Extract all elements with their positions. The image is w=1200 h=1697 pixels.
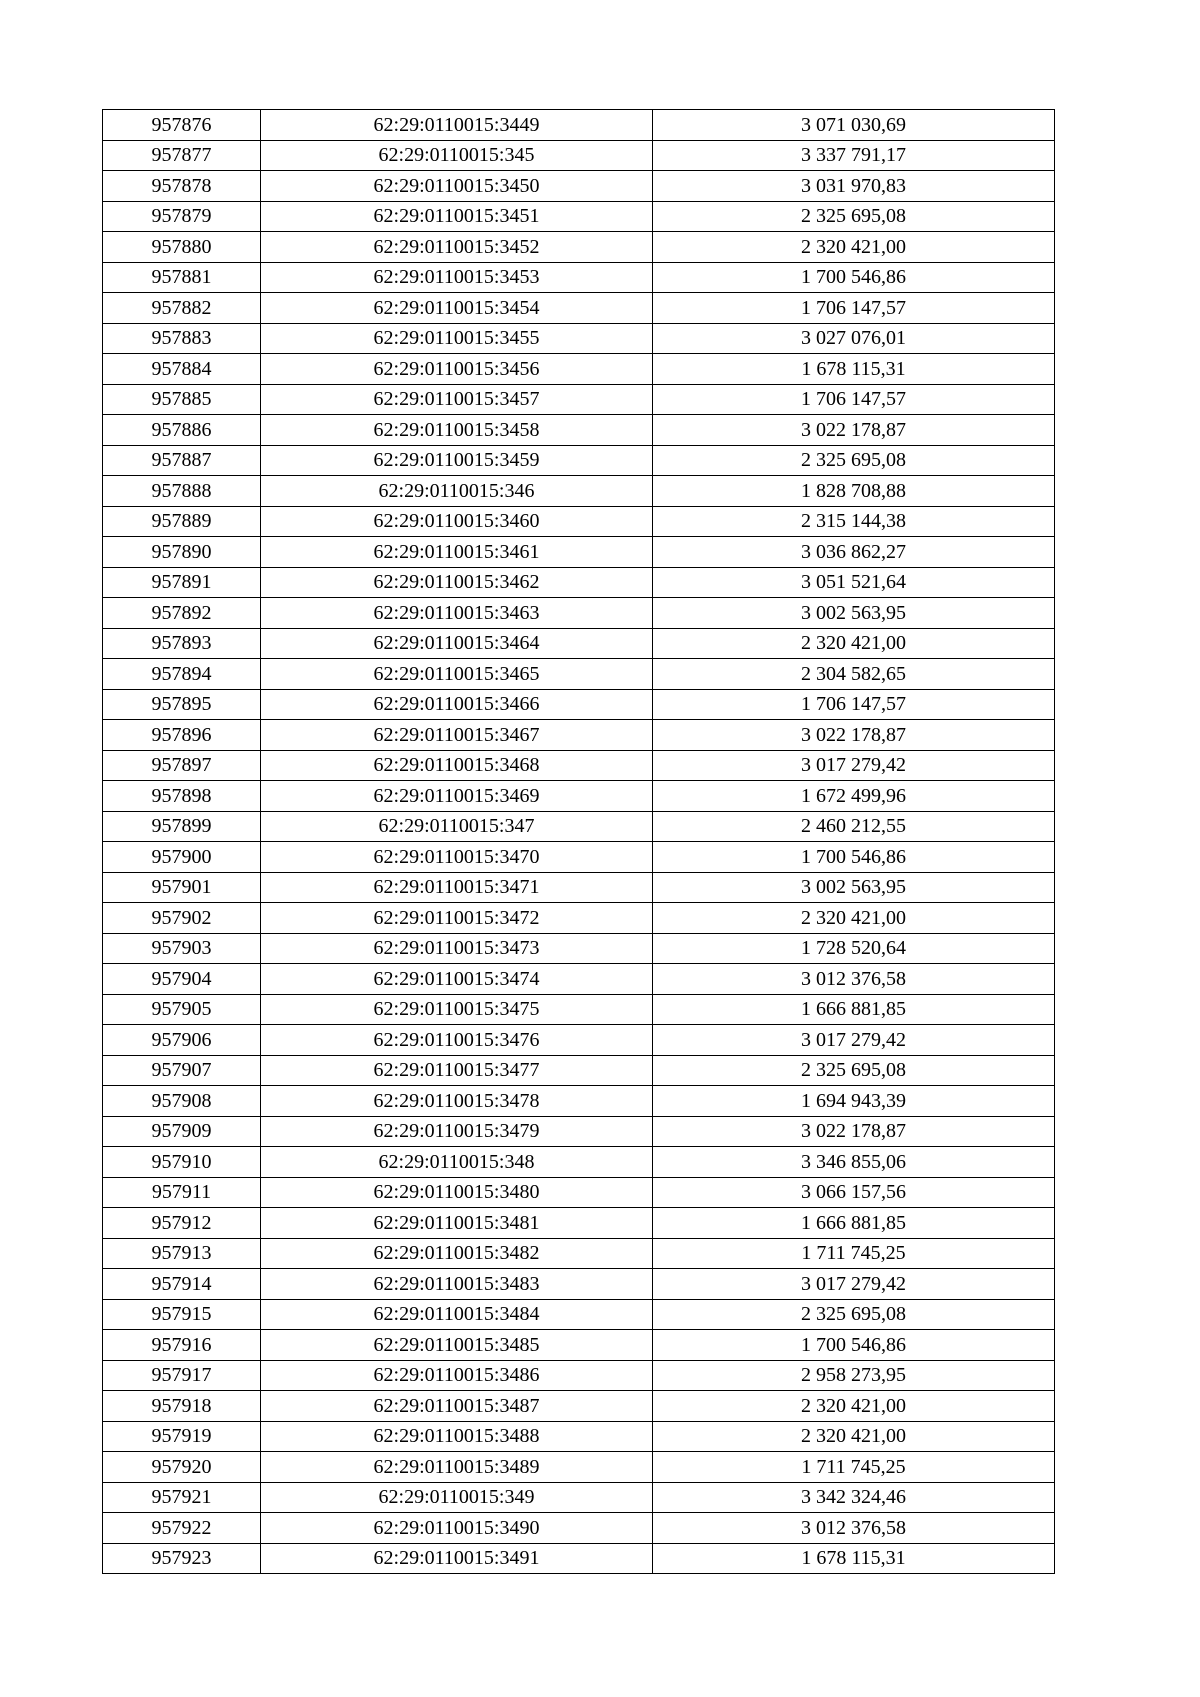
cadastral-number-cell: 62:29:0110015:3460 — [261, 506, 653, 537]
row-number-cell: 957893 — [103, 628, 261, 659]
row-number-cell: 957917 — [103, 1360, 261, 1391]
cadastral-value-cell: 1 678 115,31 — [653, 354, 1055, 385]
cadastral-number-cell: 62:29:0110015:3478 — [261, 1086, 653, 1117]
row-number-cell: 957923 — [103, 1543, 261, 1574]
row-number-cell: 957899 — [103, 811, 261, 842]
cadastral-value-cell: 1 700 546,86 — [653, 842, 1055, 873]
table-row — [103, 933, 1055, 964]
table-row — [103, 1452, 1055, 1483]
table-row — [103, 110, 1055, 141]
table-row — [103, 567, 1055, 598]
cadastral-value-cell: 3 337 791,17 — [653, 140, 1055, 171]
cadastral-value-cell: 2 325 695,08 — [653, 1299, 1055, 1330]
cadastral-value-cell: 1 828 708,88 — [653, 476, 1055, 507]
row-number-cell: 957895 — [103, 689, 261, 720]
cadastral-value-cell: 2 460 212,55 — [653, 811, 1055, 842]
row-number-cell: 957897 — [103, 750, 261, 781]
cadastral-number-cell: 62:29:0110015:3452 — [261, 232, 653, 263]
cadastral-number-cell: 62:29:0110015:3462 — [261, 567, 653, 598]
cadastral-number-cell: 62:29:0110015:346 — [261, 476, 653, 507]
row-number-cell: 957890 — [103, 537, 261, 568]
row-number-cell: 957922 — [103, 1513, 261, 1544]
cadastral-number-cell: 62:29:0110015:3479 — [261, 1116, 653, 1147]
cadastral-value-cell: 1 700 546,86 — [653, 1330, 1055, 1361]
cadastral-value-cell: 2 304 582,65 — [653, 659, 1055, 690]
cadastral-number-cell: 62:29:0110015:3463 — [261, 598, 653, 629]
cadastral-number-cell: 62:29:0110015:3481 — [261, 1208, 653, 1239]
cadastral-number-cell: 62:29:0110015:345 — [261, 140, 653, 171]
row-number-cell: 957916 — [103, 1330, 261, 1361]
cadastral-number-cell: 62:29:0110015:3454 — [261, 293, 653, 324]
row-number-cell: 957911 — [103, 1177, 261, 1208]
row-number-cell: 957887 — [103, 445, 261, 476]
cadastral-number-cell: 62:29:0110015:3480 — [261, 1177, 653, 1208]
row-number-cell: 957885 — [103, 384, 261, 415]
table-row — [103, 1177, 1055, 1208]
table-row — [103, 1086, 1055, 1117]
cadastral-value-cell: 1 694 943,39 — [653, 1086, 1055, 1117]
row-number-cell: 957912 — [103, 1208, 261, 1239]
table-row — [103, 1482, 1055, 1513]
cadastral-value-cell: 3 346 855,06 — [653, 1147, 1055, 1178]
cadastral-value-cell: 1 711 745,25 — [653, 1452, 1055, 1483]
row-number-cell: 957909 — [103, 1116, 261, 1147]
row-number-cell: 957877 — [103, 140, 261, 171]
row-number-cell: 957920 — [103, 1452, 261, 1483]
row-number-cell: 957903 — [103, 933, 261, 964]
cadastral-number-cell: 62:29:0110015:3477 — [261, 1055, 653, 1086]
cadastral-value-table — [102, 109, 1055, 1574]
cadastral-number-cell: 62:29:0110015:3458 — [261, 415, 653, 446]
cadastral-value-cell: 3 022 178,87 — [653, 720, 1055, 751]
row-number-cell: 957919 — [103, 1421, 261, 1452]
row-number-cell: 957888 — [103, 476, 261, 507]
cadastral-value-cell: 1 666 881,85 — [653, 994, 1055, 1025]
table-row — [103, 964, 1055, 995]
table-row — [103, 1116, 1055, 1147]
table-row — [103, 872, 1055, 903]
table-row — [103, 1330, 1055, 1361]
cadastral-number-cell: 62:29:0110015:3451 — [261, 201, 653, 232]
cadastral-value-cell: 3 027 076,01 — [653, 323, 1055, 354]
cadastral-value-cell: 1 666 881,85 — [653, 1208, 1055, 1239]
row-number-cell: 957892 — [103, 598, 261, 629]
table-row — [103, 628, 1055, 659]
table-row — [103, 1269, 1055, 1300]
row-number-cell: 957902 — [103, 903, 261, 934]
row-number-cell: 957898 — [103, 781, 261, 812]
cadastral-number-cell: 62:29:0110015:3475 — [261, 994, 653, 1025]
cadastral-value-cell: 2 315 144,38 — [653, 506, 1055, 537]
cadastral-number-cell: 62:29:0110015:3476 — [261, 1025, 653, 1056]
cadastral-number-cell: 62:29:0110015:3468 — [261, 750, 653, 781]
row-number-cell: 957894 — [103, 659, 261, 690]
table-row — [103, 354, 1055, 385]
table-row — [103, 415, 1055, 446]
table-row — [103, 140, 1055, 171]
cadastral-number-cell: 62:29:0110015:3456 — [261, 354, 653, 385]
row-number-cell: 957876 — [103, 110, 261, 141]
table-row — [103, 842, 1055, 873]
table-row — [103, 811, 1055, 842]
row-number-cell: 957896 — [103, 720, 261, 751]
cadastral-number-cell: 62:29:0110015:3449 — [261, 110, 653, 141]
table-row — [103, 262, 1055, 293]
cadastral-value-cell: 2 320 421,00 — [653, 628, 1055, 659]
cadastral-value-cell: 2 320 421,00 — [653, 903, 1055, 934]
cadastral-number-cell: 62:29:0110015:349 — [261, 1482, 653, 1513]
cadastral-value-cell: 1 728 520,64 — [653, 933, 1055, 964]
cadastral-value-cell: 2 320 421,00 — [653, 1421, 1055, 1452]
table-row — [103, 689, 1055, 720]
table-row — [103, 232, 1055, 263]
cadastral-number-cell: 62:29:0110015:3467 — [261, 720, 653, 751]
row-number-cell: 957906 — [103, 1025, 261, 1056]
cadastral-value-cell: 1 672 499,96 — [653, 781, 1055, 812]
cadastral-number-cell: 62:29:0110015:3466 — [261, 689, 653, 720]
row-number-cell: 957907 — [103, 1055, 261, 1086]
row-number-cell: 957921 — [103, 1482, 261, 1513]
row-number-cell: 957884 — [103, 354, 261, 385]
table-row — [103, 201, 1055, 232]
table-row — [103, 720, 1055, 751]
row-number-cell: 957904 — [103, 964, 261, 995]
cadastral-value-cell: 3 036 862,27 — [653, 537, 1055, 568]
cadastral-value-cell: 2 320 421,00 — [653, 1391, 1055, 1422]
cadastral-value-cell: 3 002 563,95 — [653, 872, 1055, 903]
cadastral-number-cell: 62:29:0110015:3459 — [261, 445, 653, 476]
cadastral-value-cell: 3 017 279,42 — [653, 750, 1055, 781]
table-row — [103, 1055, 1055, 1086]
row-number-cell: 957913 — [103, 1238, 261, 1269]
table-row — [103, 659, 1055, 690]
table-row — [103, 1421, 1055, 1452]
cadastral-value-cell: 1 706 147,57 — [653, 689, 1055, 720]
cadastral-value-cell: 3 017 279,42 — [653, 1269, 1055, 1300]
cadastral-number-cell: 62:29:0110015:3490 — [261, 1513, 653, 1544]
cadastral-value-cell: 3 022 178,87 — [653, 1116, 1055, 1147]
cadastral-value-cell: 1 700 546,86 — [653, 262, 1055, 293]
cadastral-number-cell: 62:29:0110015:3472 — [261, 903, 653, 934]
table-row — [103, 750, 1055, 781]
row-number-cell: 957908 — [103, 1086, 261, 1117]
cadastral-number-cell: 62:29:0110015:3464 — [261, 628, 653, 659]
table-row — [103, 994, 1055, 1025]
cadastral-number-cell: 62:29:0110015:3471 — [261, 872, 653, 903]
table-row — [103, 323, 1055, 354]
cadastral-number-cell: 62:29:0110015:3469 — [261, 781, 653, 812]
row-number-cell: 957914 — [103, 1269, 261, 1300]
cadastral-value-cell: 2 320 421,00 — [653, 232, 1055, 263]
cadastral-number-cell: 62:29:0110015:3461 — [261, 537, 653, 568]
table-row — [103, 781, 1055, 812]
row-number-cell: 957886 — [103, 415, 261, 446]
table-row — [103, 1391, 1055, 1422]
row-number-cell: 957915 — [103, 1299, 261, 1330]
row-number-cell: 957889 — [103, 506, 261, 537]
cadastral-value-cell: 2 325 695,08 — [653, 201, 1055, 232]
cadastral-value-cell: 3 017 279,42 — [653, 1025, 1055, 1056]
cadastral-value-cell: 3 051 521,64 — [653, 567, 1055, 598]
cadastral-value-cell: 3 012 376,58 — [653, 1513, 1055, 1544]
cadastral-number-cell: 62:29:0110015:347 — [261, 811, 653, 842]
table-row — [103, 445, 1055, 476]
cadastral-value-cell: 3 071 030,69 — [653, 110, 1055, 141]
row-number-cell: 957881 — [103, 262, 261, 293]
cadastral-value-cell: 2 325 695,08 — [653, 445, 1055, 476]
row-number-cell: 957878 — [103, 171, 261, 202]
row-number-cell: 957901 — [103, 872, 261, 903]
table-row — [103, 384, 1055, 415]
row-number-cell: 957883 — [103, 323, 261, 354]
row-number-cell: 957891 — [103, 567, 261, 598]
cadastral-number-cell: 62:29:0110015:3457 — [261, 384, 653, 415]
table-row — [103, 537, 1055, 568]
cadastral-number-cell: 62:29:0110015:3484 — [261, 1299, 653, 1330]
cadastral-number-cell: 62:29:0110015:3491 — [261, 1543, 653, 1574]
cadastral-number-cell: 62:29:0110015:3483 — [261, 1269, 653, 1300]
cadastral-number-cell: 62:29:0110015:3473 — [261, 933, 653, 964]
row-number-cell: 957880 — [103, 232, 261, 263]
cadastral-value-cell: 2 325 695,08 — [653, 1055, 1055, 1086]
table-row — [103, 1299, 1055, 1330]
cadastral-value-cell: 3 002 563,95 — [653, 598, 1055, 629]
cadastral-number-cell: 62:29:0110015:3453 — [261, 262, 653, 293]
table-row — [103, 598, 1055, 629]
cadastral-number-cell: 62:29:0110015:3450 — [261, 171, 653, 202]
table-row — [103, 1543, 1055, 1574]
row-number-cell: 957882 — [103, 293, 261, 324]
row-number-cell: 957900 — [103, 842, 261, 873]
table-row — [103, 293, 1055, 324]
cadastral-number-cell: 62:29:0110015:3465 — [261, 659, 653, 690]
cadastral-value-cell: 1 678 115,31 — [653, 1543, 1055, 1574]
table-body — [103, 110, 1055, 1574]
cadastral-value-cell: 3 031 970,83 — [653, 171, 1055, 202]
row-number-cell: 957905 — [103, 994, 261, 1025]
table-row — [103, 171, 1055, 202]
cadastral-number-cell: 62:29:0110015:3474 — [261, 964, 653, 995]
table-row — [103, 903, 1055, 934]
cadastral-number-cell: 62:29:0110015:3489 — [261, 1452, 653, 1483]
row-number-cell: 957918 — [103, 1391, 261, 1422]
cadastral-value-cell: 3 066 157,56 — [653, 1177, 1055, 1208]
cadastral-number-cell: 62:29:0110015:3487 — [261, 1391, 653, 1422]
cadastral-number-cell: 62:29:0110015:3486 — [261, 1360, 653, 1391]
table-row — [103, 1208, 1055, 1239]
cadastral-value-cell: 1 706 147,57 — [653, 384, 1055, 415]
table-row — [103, 1360, 1055, 1391]
cadastral-value-cell: 2 958 273,95 — [653, 1360, 1055, 1391]
row-number-cell: 957910 — [103, 1147, 261, 1178]
table-row — [103, 506, 1055, 537]
table-row — [103, 476, 1055, 507]
cadastral-value-cell: 1 706 147,57 — [653, 293, 1055, 324]
table-row — [103, 1025, 1055, 1056]
cadastral-value-cell: 3 342 324,46 — [653, 1482, 1055, 1513]
table-row — [103, 1147, 1055, 1178]
cadastral-number-cell: 62:29:0110015:3485 — [261, 1330, 653, 1361]
cadastral-number-cell: 62:29:0110015:348 — [261, 1147, 653, 1178]
table-row — [103, 1513, 1055, 1544]
cadastral-number-cell: 62:29:0110015:3488 — [261, 1421, 653, 1452]
cadastral-value-cell: 3 012 376,58 — [653, 964, 1055, 995]
row-number-cell: 957879 — [103, 201, 261, 232]
cadastral-value-cell: 3 022 178,87 — [653, 415, 1055, 446]
cadastral-number-cell: 62:29:0110015:3470 — [261, 842, 653, 873]
table-row — [103, 1238, 1055, 1269]
cadastral-value-cell: 1 711 745,25 — [653, 1238, 1055, 1269]
cadastral-number-cell: 62:29:0110015:3455 — [261, 323, 653, 354]
cadastral-number-cell: 62:29:0110015:3482 — [261, 1238, 653, 1269]
